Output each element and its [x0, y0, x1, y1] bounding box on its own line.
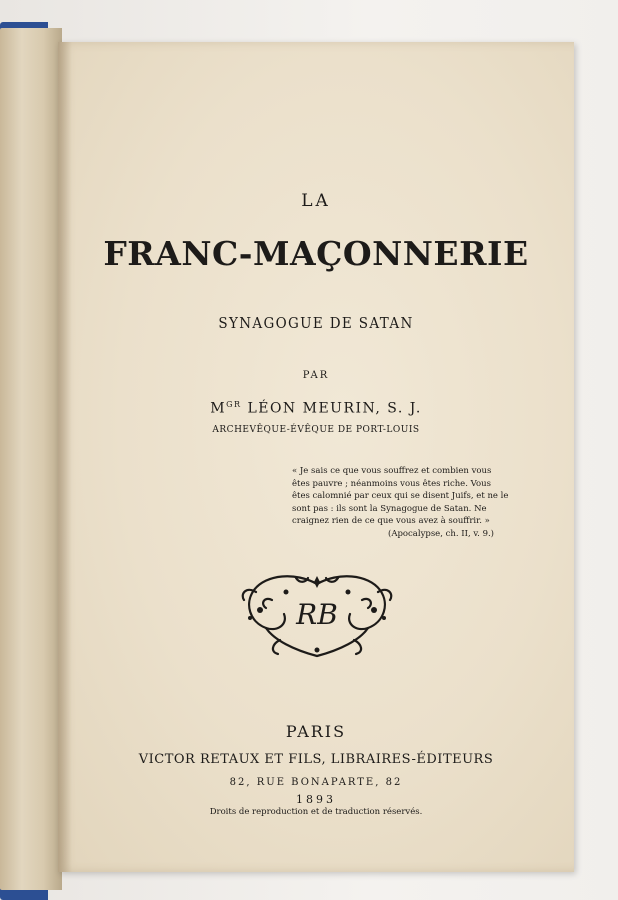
- publication-year: 1893: [296, 793, 336, 806]
- rights-notice: Droits de reproduction et de traduction réservés.: [209, 807, 423, 817]
- author-prefix-superscript: GR: [226, 400, 242, 409]
- printer-ornament-icon: [236, 570, 398, 658]
- epigraph-line: êtes pauvre ; néanmoins vous êtes riche. Vous: [292, 478, 491, 489]
- ornament-monogram: RB: [296, 598, 338, 631]
- publisher: VICTOR RETAUX ET FILS, LIBRAIRES-ÉDITEURS: [138, 752, 494, 767]
- author-prefix: M: [210, 400, 227, 417]
- epigraph-line: « Je sais ce que vous souffrez et combien vous: [292, 466, 492, 476]
- title-article: LA: [301, 191, 331, 211]
- epigraph-line: sont pas : ils sont la Synagogue de Satan. Ne: [292, 503, 487, 514]
- book-subtitle: SYNAGOGUE DE SATAN: [218, 314, 414, 332]
- epigraph: [292, 465, 514, 540]
- epigraph-line: craignez rien de ce que vous avez à souffrir. »: [292, 516, 490, 526]
- epigraph-line: êtes calomnié par ceux qui se disent Juifs, et ne le: [292, 491, 509, 501]
- publication-city: PARIS: [285, 722, 347, 741]
- author-title: ARCHEVÊQUE-ÉVÊQUE DE PORT-LOUIS: [212, 425, 420, 435]
- epigraph-citation: (Apocalypse, ch. II, v. 9.): [388, 528, 494, 539]
- page-gutter-shadow: [58, 42, 72, 872]
- title-page: [58, 42, 574, 872]
- publisher-address: 82, RUE BONAPARTE, 82: [229, 777, 403, 788]
- author-name: LÉON MEURIN, S. J.: [247, 400, 422, 417]
- page-block-edge: [0, 28, 62, 890]
- by-line: PAR: [302, 370, 330, 381]
- book-title: FRANC-MAÇONNERIE: [103, 234, 529, 273]
- author-line: [58, 400, 574, 417]
